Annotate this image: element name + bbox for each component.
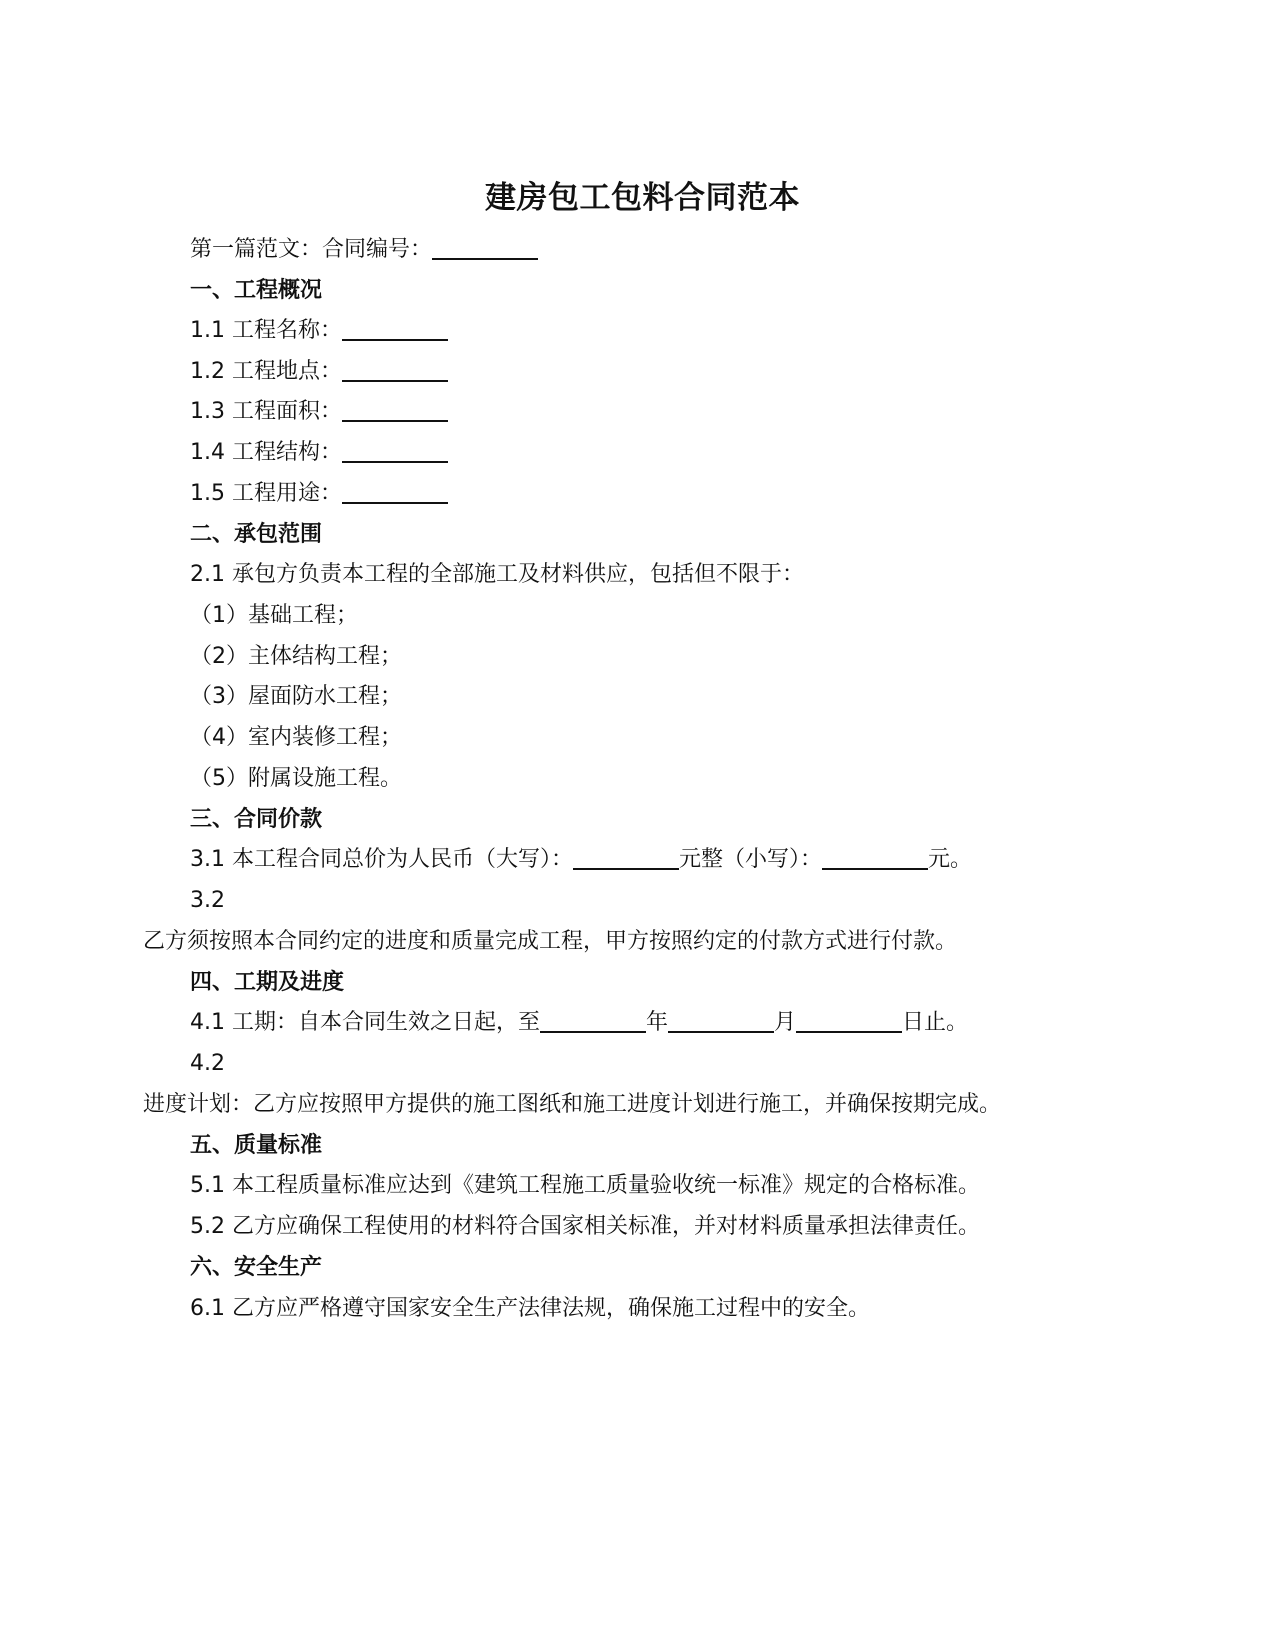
- clause-4-2-text: 进度计划：乙方应按照甲方提供的施工图纸和施工进度计划进行施工，并确保按期完成。: [143, 1092, 1002, 1117]
- clause-1-1: [190, 316, 448, 346]
- scope-item-4: （4）室内装修工程；: [190, 725, 402, 750]
- clause-3-2-text: 乙方须按照本合同约定的进度和质量完成工程，甲方按照约定的付款方式进行付款。: [143, 929, 958, 954]
- clause-1-5-label: 1.5 工程用途：: [190, 481, 342, 506]
- clause-2-1: 2.1 承包方负责本工程的全部施工及材料供应，包括但不限于：: [190, 562, 804, 587]
- contract-number-line: [190, 235, 538, 265]
- scope-item-3: （3）屋面防水工程；: [190, 684, 402, 709]
- clause-6-1: 6.1 乙方应严格遵守国家安全生产法律法规，确保施工过程中的安全。: [190, 1296, 870, 1321]
- section-heading-1: 一、工程概况: [190, 278, 323, 303]
- clause-1-2: [190, 357, 448, 387]
- clause-4-2-number: 4.2: [190, 1051, 225, 1076]
- scope-item-1: （1）基础工程；: [190, 603, 358, 628]
- clause-4-1-year: 年: [645, 1010, 668, 1035]
- clause-4-1-text-1: 4.1 工期：自本合同生效之日起，至: [190, 1010, 540, 1035]
- project-area-blank[interactable]: [342, 398, 448, 422]
- document-title: 建房包工包料合同范本: [485, 180, 800, 216]
- clause-1-2-label: 1.2 工程地点：: [190, 359, 342, 384]
- clause-1-3: [190, 397, 448, 427]
- contract-number-blank[interactable]: [432, 236, 538, 260]
- clause-3-2-number: 3.2: [190, 888, 225, 913]
- contract-number-label: 第一篇范文：合同编号：: [190, 237, 433, 262]
- clause-4-1-day: 日止。: [902, 1010, 969, 1035]
- section-heading-5: 五、质量标准: [190, 1133, 323, 1158]
- project-name-blank[interactable]: [342, 317, 448, 341]
- scope-item-2: （2）主体结构工程；: [190, 644, 402, 669]
- clause-1-4: [190, 438, 448, 468]
- section-heading-4: 四、工期及进度: [190, 970, 345, 995]
- project-structure-blank[interactable]: [342, 439, 448, 463]
- clause-5-1: 5.1 本工程质量标准应达到《建筑工程施工质量验收统一标准》规定的合格标准。: [190, 1173, 980, 1198]
- section-heading-3: 三、合同价款: [190, 807, 323, 832]
- clause-3-1: [190, 845, 972, 875]
- clause-1-4-label: 1.4 工程结构：: [190, 440, 342, 465]
- end-year-blank[interactable]: [540, 1009, 646, 1033]
- section-heading-6: 六、安全生产: [190, 1255, 323, 1280]
- price-lowercase-blank[interactable]: [822, 846, 928, 870]
- section-heading-2: 二、承包范围: [190, 522, 323, 547]
- scope-item-5: （5）附属设施工程。: [190, 766, 402, 791]
- clause-1-1-label: 1.1 工程名称：: [190, 318, 342, 343]
- clause-1-3-label: 1.3 工程面积：: [190, 399, 342, 424]
- price-uppercase-blank[interactable]: [573, 846, 679, 870]
- clause-3-1-text-3: 元。: [928, 847, 973, 872]
- clause-3-1-text-1: 3.1 本工程合同总价为人民币（大写）：: [190, 847, 573, 872]
- end-day-blank[interactable]: [796, 1009, 902, 1033]
- clause-4-1-month: 月: [774, 1010, 797, 1035]
- clause-4-1: [190, 1008, 968, 1038]
- clause-5-2: 5.2 乙方应确保工程使用的材料符合国家相关标准，并对材料质量承担法律责任。: [190, 1214, 980, 1239]
- clause-1-5: [190, 479, 448, 509]
- clause-3-1-text-2: 元整（小写）：: [678, 847, 822, 872]
- end-month-blank[interactable]: [668, 1009, 774, 1033]
- project-purpose-blank[interactable]: [342, 480, 448, 504]
- project-location-blank[interactable]: [342, 358, 448, 382]
